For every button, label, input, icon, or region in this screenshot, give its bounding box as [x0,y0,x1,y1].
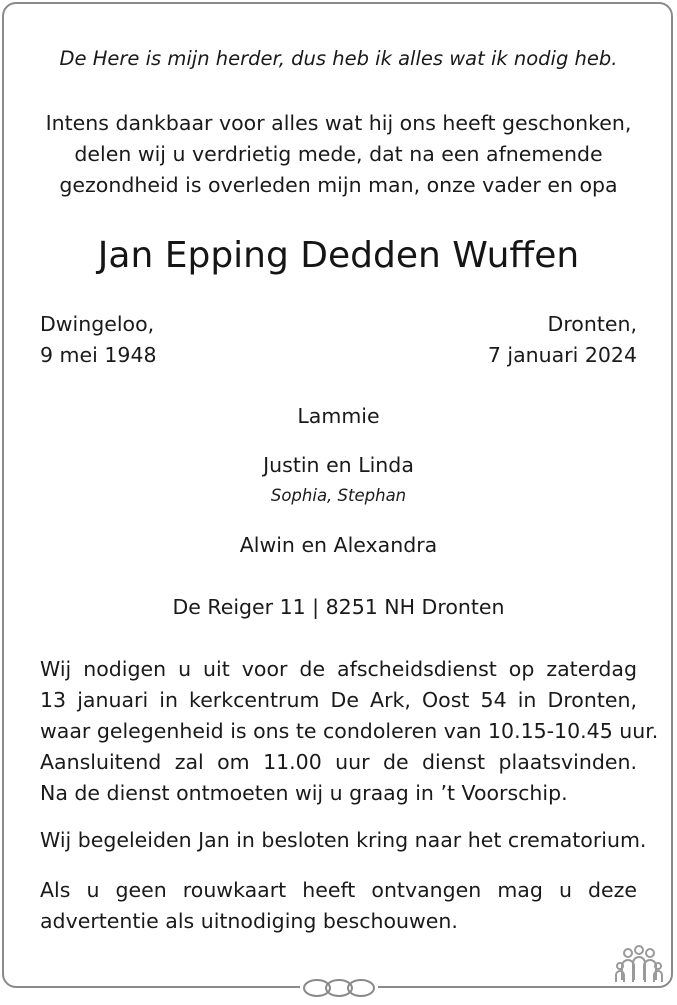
invitation-paragraph [40,875,637,937]
service-line: Na de dienst ontmoeten wij u graag in ’t Voorschip. [40,781,568,805]
family-member: Justin en Linda [263,453,414,477]
service-paragraph [40,654,659,809]
birth-info [40,309,157,371]
death-date: 7 januari 2024 [487,343,637,367]
birth-place: Dwingeloo, [40,312,155,336]
three-interlinked-rings-icon [300,975,378,1001]
family-grandchildren: Sophia, Stephan [270,486,407,505]
intro-text [0,108,677,201]
cremation-line: Wij begeleiden Jan in besloten kring naar het crematorium. [40,828,647,852]
service-line: Wij nodigen u uit voor de afscheidsdienst op zaterdag [40,657,637,681]
service-line: 13 januari in kerkcentrum De Ark, Oost 54 in Dronten, [40,688,637,712]
family-figures-logo-icon [614,944,664,986]
service-line: Aansluitend zal om 11.00 uur de dienst plaatsvinden. [40,750,637,774]
deceased-name: Jan Epping Dedden Wuffen [97,235,580,276]
birth-date: 9 mei 1948 [40,343,157,367]
family-member: Lammie [297,404,380,428]
intro-line: gezondheid is overleden mijn man, onze vader en opa [59,173,618,197]
death-place: Dronten, [547,312,637,336]
intro-line: delen wij u verdrietig mede, dat na een afnemende [74,142,603,166]
bible-quote: De Here is mijn herder, dus heb ik alles wat ik nodig heb. [59,47,618,70]
death-info [488,309,637,371]
address: De Reiger 11 | 8251 NH Dronten [172,595,505,619]
family-member: Alwin en Alexandra [239,533,438,557]
cremation-paragraph [40,825,647,856]
invitation-line: Als u geen rouwkaart heeft ontvangen mag u deze [40,878,637,902]
service-line: waar gelegenheid is ons te condoleren van 10.15-10.45 uur. [40,719,659,743]
intro-line: Intens dankbaar voor alles wat hij ons heeft geschonken, [45,111,632,135]
invitation-line: advertentie als uitnodiging beschouwen. [40,909,458,933]
